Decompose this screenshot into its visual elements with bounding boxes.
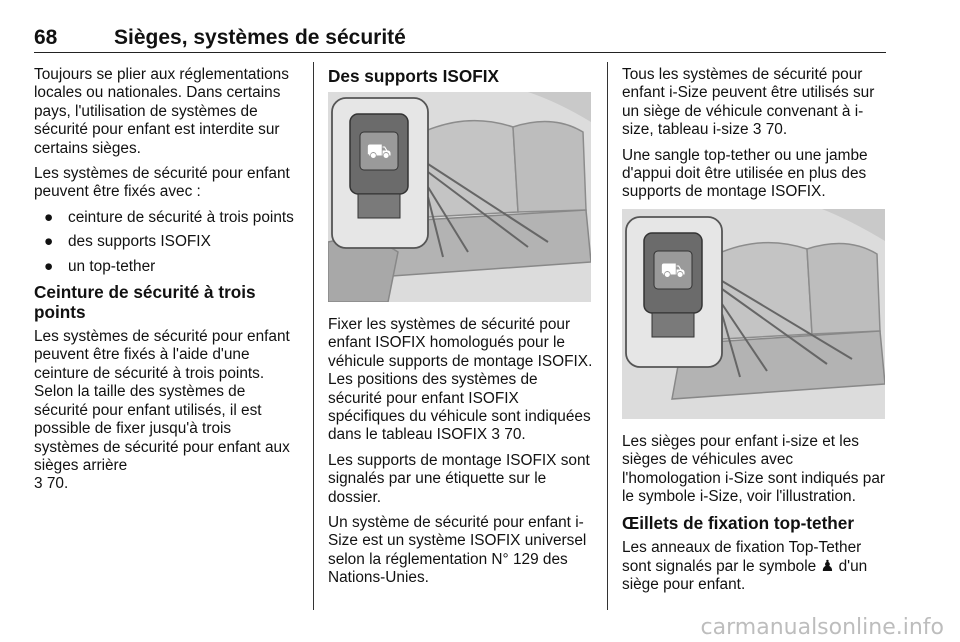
column-divider [607, 62, 608, 610]
section-heading: Ceinture de sécurité à trois points [34, 282, 256, 323]
paragraph: Tous les systèmes de sécurité pour enfant i-Size peuvent être utilisés sur un siège de véhicule convenant à i-size, tableau i-size 3 70. [622, 66, 875, 139]
bullet-list [34, 209, 300, 276]
isize-child-seat-icon: ⛟ [660, 257, 686, 282]
paragraph: Un système de sécurité pour enfant i-Size est un système ISOFIX universel selon la réglementation N° 129 des Nations-Unies. [328, 514, 587, 587]
isofix-anchor-illustration [328, 92, 591, 302]
section-heading: Des supports ISOFIX [328, 66, 499, 86]
page-reference-link[interactable]: 3 70. [752, 121, 788, 139]
list-item: ● ceinture de sécurité à trois points [44, 208, 294, 226]
paragraph: Les anneaux de fixation Top-Tether sont signalés par le symbole ♟ d'un siège pour enfant. [622, 539, 868, 594]
list-item: ● des supports ISOFIX [44, 233, 211, 251]
top-tether-symbol-icon: ♟ [820, 557, 835, 575]
paragraph: Une sangle top-tether ou une jambe d'appui doit être utilisée en plus des supports de montage ISOFIX. [622, 146, 868, 201]
page-reference-link[interactable]: 3 70. [491, 426, 526, 444]
paragraph: Toujours se plier aux réglementations locales ou nationales. Dans certains pays, l'utilisation de systèmes de sécurité pour enfant est interdite sur certains sièges. [34, 66, 289, 157]
bullet-icon: ● [44, 257, 54, 275]
paragraph: Fixer les systèmes de sécurité pour enfant ISOFIX homologués pour le véhicule supports de montage ISOFIX. Les positions des systèmes de sécurité pour enfant ISOFIX spécifiques du véhicule sont indiquées dans le tableau ISOFIX 3 70. [328, 316, 593, 444]
page-header [34, 26, 886, 53]
section-heading: Œillets de fixation top-tether [622, 513, 855, 534]
column-right [622, 66, 888, 602]
paragraph: Les systèmes de sécurité pour enfant peuvent être fixés avec : [34, 165, 290, 201]
isofix-child-seat-icon: ⛟ [366, 139, 392, 163]
bullet-icon: ● [44, 208, 54, 226]
page-number: 68 [34, 26, 58, 49]
isize-seat-illustration [622, 209, 885, 419]
paragraph: Les supports de montage ISOFIX sont signalés par une étiquette sur le dossier. [328, 451, 590, 506]
column-middle [328, 66, 594, 595]
paragraph: Les sièges pour enfant i-size et les sièges de véhicules avec l'homologation i-Size sont indiqués par le symbole i-Size, voir l'illustration. [622, 432, 886, 506]
watermark: carmanualsonline.info [700, 615, 944, 640]
page-title: Sièges, systèmes de sécurité [114, 26, 406, 49]
bullet-icon: ● [44, 233, 54, 251]
column-divider [313, 62, 314, 610]
paragraph: Les systèmes de sécurité pour enfant peuvent être fixés à l'aide d'une ceinture de sécurité à trois points. Selon la taille des systèmes de sécurité pour enfant utilisés, il est possible de fixer jusqu'à trois systèmes de sécurité pour enfant aux sièges arrière 3 70. [34, 328, 290, 493]
column-left [34, 66, 300, 501]
list-item: ● un top-tether [44, 257, 156, 275]
page-reference-link[interactable]: 3 70. [34, 475, 69, 493]
